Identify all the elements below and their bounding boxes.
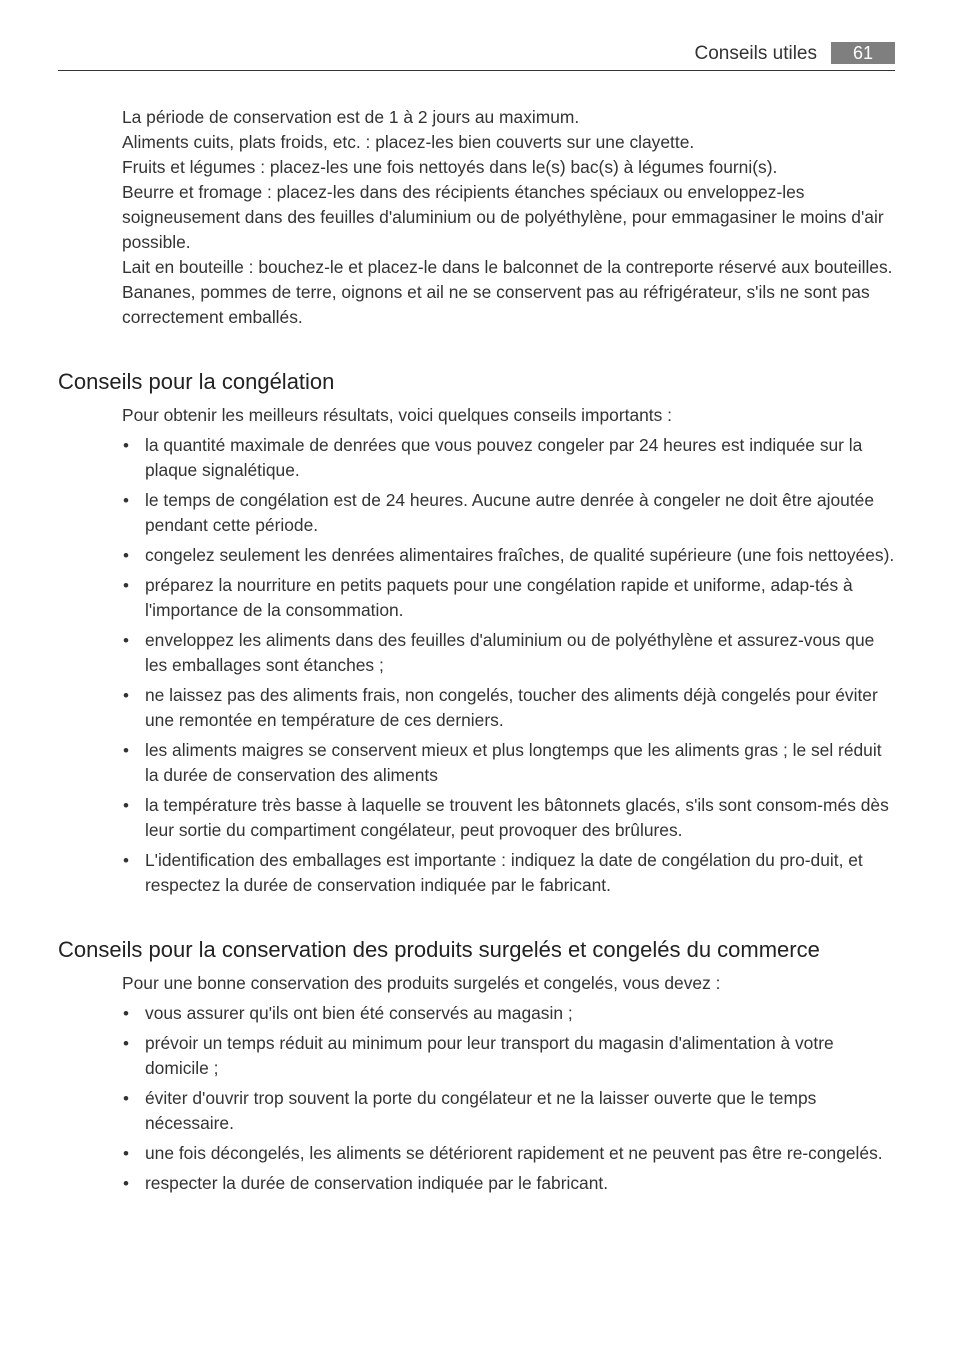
bullet-icon: • [123, 1144, 129, 1163]
frozen-products-tips-list [122, 1001, 897, 1201]
storage-tip: Bananes, pommes de terre, oignons et ail ne se conservent pas au réfrigérateur, s'ils ne sont pas correctement emballés. [122, 282, 870, 327]
section-heading-frozen-products: Conseils pour la conservation des produits surgelés et congelés du commerce [58, 937, 820, 962]
list-item [122, 488, 897, 538]
bullet-icon: • [123, 546, 129, 565]
section-intro-frozen-products: Pour une bonne conservation des produits surgelés et congelés, vous devez : [122, 973, 721, 993]
list-item-text: la quantité maximale de denrées que vous pouvez congeler par 24 heures est indiquée sur la plaque signalétique. [145, 435, 863, 480]
bullet-icon: • [123, 796, 129, 815]
list-item-text: congelez seulement les denrées alimentaires fraîches, de qualité supérieure (une fois nettoyées). [145, 545, 895, 565]
storage-tip: Fruits et légumes : placez-les une fois nettoyés dans le(s) bac(s) à légumes fourni(s). [122, 157, 778, 177]
bullet-icon: • [123, 741, 129, 760]
storage-tip: Lait en bouteille : bouchez-le et placez-le dans le balconnet de la contreporte réservé aux bouteilles. [122, 257, 893, 277]
list-item [122, 1141, 897, 1166]
storage-tips [122, 105, 897, 330]
page-number: 61 [831, 42, 895, 64]
bullet-icon: • [123, 851, 129, 870]
list-item [122, 1001, 897, 1026]
list-item [122, 433, 897, 483]
storage-tip: Aliments cuits, plats froids, etc. : placez-les bien couverts sur une clayette. [122, 132, 695, 152]
list-item-text: les aliments maigres se conservent mieux et plus longtemps que les aliments gras ; le sel réduit la durée de conservation des aliments [145, 740, 882, 785]
bullet-icon: • [123, 631, 129, 650]
list-item-text: la température très basse à laquelle se trouvent les bâtonnets glacés, s'ils sont consom-més dès leur sortie du compartiment congélateur, peut provoquer des brûlures. [145, 795, 889, 840]
list-item [122, 1031, 897, 1081]
bullet-icon: • [123, 436, 129, 455]
bullet-icon: • [123, 1174, 129, 1193]
list-item-text: ne laissez pas des aliments frais, non congelés, toucher des aliments déjà congelés pour éviter une remontée en température de ces derniers. [145, 685, 878, 730]
list-item-text: enveloppez les aliments dans des feuilles d'aluminium ou de polyéthylène et assurez-vous que les emballages sont étanches ; [145, 630, 875, 675]
list-item [122, 683, 897, 733]
list-item [122, 1086, 897, 1136]
bullet-icon: • [123, 1089, 129, 1108]
freezing-tips-list [122, 433, 897, 903]
list-item-text: respecter la durée de conservation indiquée par le fabricant. [145, 1173, 609, 1193]
list-item-text: prévoir un temps réduit au minimum pour leur transport du magasin d'alimentation à votre domicile ; [145, 1033, 834, 1078]
list-item-text: une fois décongelés, les aliments se détériorent rapidement et ne peuvent pas être re-congelés. [145, 1143, 883, 1163]
section-heading-freezing: Conseils pour la congélation [58, 369, 335, 394]
page-header [58, 40, 895, 71]
storage-tip: Beurre et fromage : placez-les dans des récipients étanches spéciaux ou enveloppez-les soigneusement dans des feuilles d'aluminium ou de polyéthylène, pour emmagasiner le moins d'air possible. [122, 182, 884, 252]
list-item [122, 1171, 897, 1196]
list-item [122, 738, 897, 788]
list-item [122, 848, 897, 898]
list-item [122, 573, 897, 623]
list-item [122, 793, 897, 843]
list-item [122, 628, 897, 678]
section-intro-freezing: Pour obtenir les meilleurs résultats, voici quelques conseils importants : [122, 405, 672, 425]
bullet-icon: • [123, 576, 129, 595]
list-item-text: le temps de congélation est de 24 heures. Aucune autre denrée à congeler ne doit être ajoutée pendant cette période. [145, 490, 874, 535]
header-title: Conseils utiles [694, 43, 817, 64]
storage-tip: La période de conservation est de 1 à 2 jours au maximum. [122, 107, 580, 127]
list-item-text: éviter d'ouvrir trop souvent la porte du congélateur et ne la laisser ouverte que le temps nécessaire. [145, 1088, 817, 1133]
list-item-text: vous assurer qu'ils ont bien été conservés au magasin ; [145, 1003, 573, 1023]
bullet-icon: • [123, 491, 129, 510]
list-item-text: L'identification des emballages est importante : indiquez la date de congélation du pro-duit, et respectez la durée de conservation indiquée par le fabricant. [145, 850, 863, 895]
list-item [122, 543, 897, 568]
bullet-icon: • [123, 1004, 129, 1023]
bullet-icon: • [123, 1034, 129, 1053]
bullet-icon: • [123, 686, 129, 705]
list-item-text: préparez la nourriture en petits paquets pour une congélation rapide et uniforme, adap-tés à l'importance de la consommation. [145, 575, 853, 620]
